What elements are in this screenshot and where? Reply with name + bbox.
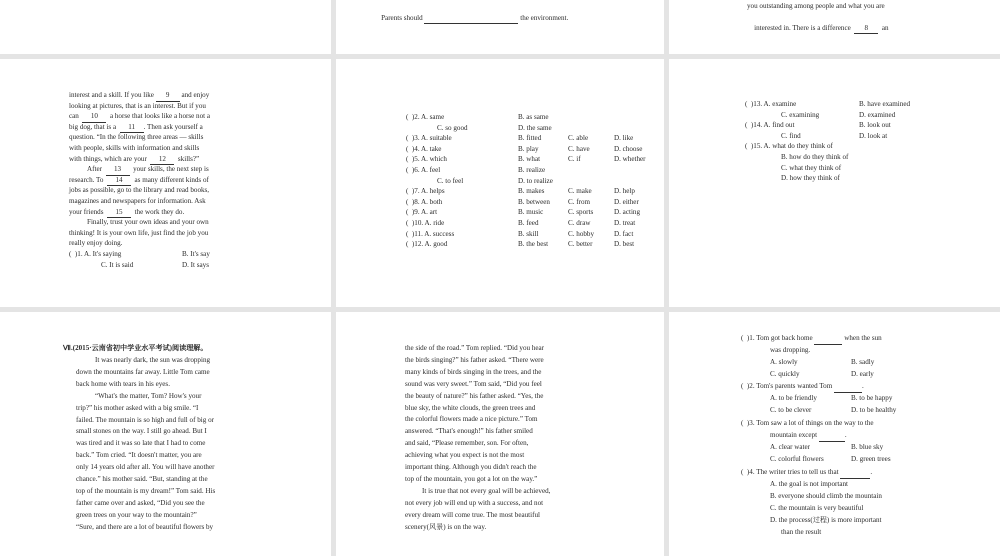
answer-blank[interactable] <box>819 430 845 442</box>
option-cell[interactable]: D. whether <box>614 155 646 164</box>
passage-line: thinking! It is your own life, just find the job you <box>69 228 209 237</box>
blank-11[interactable]: 11 <box>120 122 144 134</box>
passage-line: with people, skills with information and skills <box>69 144 200 152</box>
page-mid-left <box>0 59 331 307</box>
question-15-option-b[interactable]: B. how do they think of <box>781 153 849 161</box>
passage-line: with things, which are your 12 skills?” <box>69 154 199 166</box>
passage-line: your friends 15 the work they do. <box>69 207 184 219</box>
passage-line: interest and a skill. If you like 9 and enjoy <box>69 90 209 102</box>
passage-line: achieving what you expect is not the most <box>405 451 525 460</box>
option-cell[interactable]: B. as same <box>518 113 549 121</box>
passage-line: Finally, trust your own ideas and your own <box>87 218 209 227</box>
question-1-option-c[interactable]: C. It is said <box>101 260 134 269</box>
option-cell[interactable]: ( )12. A. good <box>406 240 448 249</box>
option-cell[interactable]: ( )8. A. both <box>406 197 443 206</box>
passage-line: father came over and asked, “Did you see the <box>76 498 205 507</box>
option-cell[interactable]: C. have <box>568 144 590 153</box>
blank-9[interactable]: 9 <box>156 90 180 102</box>
option-cell[interactable]: B. skill <box>518 229 539 238</box>
option-cell[interactable]: B. music <box>518 208 544 217</box>
option-cell[interactable]: C. to feel <box>437 176 464 185</box>
blank-8[interactable]: 8 <box>854 23 878 35</box>
passage-line: “Sure, and there are a lot of beautiful flowers by <box>76 522 214 531</box>
question-4-option-d-cont: than the result <box>781 528 822 536</box>
question-13-option-c[interactable]: C. examining <box>781 110 820 119</box>
question-1-option-d[interactable]: D. early <box>851 370 874 378</box>
option-cell[interactable]: D. fact <box>614 229 634 238</box>
option-cell[interactable]: C. better <box>568 240 593 249</box>
option-cell[interactable]: ( )3. A. suitable <box>406 134 452 143</box>
option-cell[interactable]: D. best <box>614 240 635 249</box>
option-cell[interactable]: C. so good <box>437 123 468 132</box>
question-2-stem: ( )2. Tom's parents wanted Tom . <box>741 381 864 393</box>
passage-line: many kinds of birds singing in the trees, and the <box>405 367 542 376</box>
question-4-option-d[interactable]: D. the process(过程) is more important <box>770 516 882 524</box>
passage-line: can 10 a horse that looks like a horse not a <box>69 111 210 123</box>
passage-line: every dream will come true. The most beautiful <box>405 510 540 519</box>
option-cell[interactable]: ( )5. A. which <box>406 155 447 164</box>
question-1-option-b[interactable]: B. sadly <box>851 358 875 366</box>
question-14-option-b[interactable]: B. look out <box>859 121 891 130</box>
question-1-stem-cont: was dropping. <box>770 346 811 354</box>
option-cell[interactable]: ( )6. A. feel <box>406 166 441 174</box>
option-cell[interactable]: D. the same <box>518 123 552 132</box>
option-cell[interactable]: B. makes <box>518 187 545 196</box>
option-cell[interactable]: ( )2. A. same <box>406 113 445 121</box>
question-2-option-b[interactable]: B. to be happy <box>851 394 893 402</box>
section-heading: Ⅶ.(2015·云南省初中学业水平考试)阅读理解。 <box>63 344 208 352</box>
blank-14[interactable]: 14 <box>107 175 131 187</box>
blank-10[interactable]: 10 <box>82 111 106 123</box>
question-2-option-a[interactable]: A. to be friendly <box>770 394 817 402</box>
question-4-option-c[interactable]: C. the mountain is very beautiful <box>770 504 864 512</box>
option-cell[interactable]: C. if <box>568 155 581 164</box>
answer-blank[interactable] <box>840 467 870 479</box>
question-4-stem: ( )4. The writer tries to tell us that . <box>741 467 872 479</box>
question-13-option-d[interactable]: D. examined <box>859 110 896 119</box>
question-2-option-d[interactable]: D. to be healthy <box>851 406 897 414</box>
passage-line: After 13 your skills, the next step is <box>87 164 209 176</box>
question-3-option-c[interactable]: C. colorful flowers <box>770 455 824 463</box>
option-cell[interactable]: C. draw <box>568 219 591 227</box>
passage-line: trip?” his mother asked with a big smile. “I <box>76 403 199 412</box>
passage-line: green trees on your way to the mountain?” <box>76 510 197 519</box>
question-3-option-d[interactable]: D. green trees <box>851 455 891 463</box>
question-13-option-b[interactable]: B. have examined <box>859 100 911 108</box>
question-1-stem: ( )1. Tom got back home when the sun <box>741 333 882 345</box>
passage-line: blue sky, the white clouds, the green trees and <box>405 403 536 412</box>
question-15-option-d[interactable]: D. how they think of <box>781 174 840 183</box>
page-bottom-right <box>669 312 1000 556</box>
option-cell[interactable]: D. help <box>614 187 635 196</box>
passage-line: interested in. There is a difference 8 an <box>747 12 889 45</box>
option-cell[interactable]: D. to realize <box>518 176 553 185</box>
fill-blank-line: Parents should the environment. <box>374 2 568 35</box>
question-2-option-c[interactable]: C. to be clever <box>770 406 812 414</box>
passage-line: the colorful flowers made a nice picture.” Tom <box>405 415 538 424</box>
passage-line: big dog, that is a 11 . Then ask yourself a <box>69 122 203 134</box>
passage-line: back home with tears in his eyes. <box>76 379 170 388</box>
passage-line: It was nearly dark, the sun was dropping <box>95 356 211 364</box>
page-bottom-left <box>0 312 331 556</box>
passage-line: not every job will end up with a success, and not <box>405 498 544 507</box>
option-cell[interactable]: B. fitted <box>518 134 542 143</box>
question-1-option-a[interactable]: A. slowly <box>770 358 798 366</box>
passage-line: was tired and it was so late that I had to come <box>76 439 206 448</box>
passage-line: the beauty of nature?” his father asked. “Yes, the <box>405 391 544 400</box>
option-cell[interactable]: B. realize <box>518 166 546 174</box>
option-cell[interactable]: C. from <box>568 197 591 206</box>
question-1-option-b[interactable]: B. It's say <box>182 250 210 258</box>
passage-line: the side of the road.” Tom replied. “Did you hear <box>405 344 545 352</box>
option-cell[interactable]: D. like <box>614 134 634 143</box>
question-3-stem: ( )3. Tom saw a lot of things on the way to the <box>741 419 874 427</box>
passage-line: down the mountains far away. Little Tom came <box>76 367 210 376</box>
option-cell[interactable]: B. play <box>518 144 539 153</box>
question-1-option-d[interactable]: D. It says <box>182 260 209 269</box>
question-1-option-c[interactable]: C. quickly <box>770 370 800 378</box>
option-cell[interactable]: ( )10. A. ride <box>406 219 445 227</box>
option-cell[interactable]: C. able <box>568 134 589 143</box>
blank-12[interactable]: 12 <box>150 154 174 166</box>
passage-line: back.” Tom cried. “It doesn't matter, you are <box>76 451 202 460</box>
passage-line: answered. “That's enough!” his father smiled <box>405 427 533 436</box>
passage-line: only 14 years old after all. You will have another <box>76 463 215 472</box>
blank-15[interactable]: 15 <box>107 207 131 219</box>
page-bottom-middle <box>336 312 664 556</box>
passage-line: question. “In the following three areas — skills <box>69 133 204 142</box>
question-15-option-c[interactable]: C. what they think of <box>781 163 842 172</box>
answer-blank[interactable] <box>834 381 862 393</box>
option-cell[interactable]: C. sports <box>568 208 594 217</box>
option-cell[interactable]: ( )7. A. helps <box>406 187 445 196</box>
passage-line: failed. The mountain is so high and full of big or <box>76 415 214 424</box>
passage-line: important thing. Although you didn't reach the <box>405 463 537 471</box>
question-15-option-a[interactable]: ( )15. A. what do they think of <box>745 142 833 151</box>
passage-line: the birds singing?” his father asked. “There were <box>405 355 544 364</box>
page-mid-middle <box>336 59 664 307</box>
blank-13[interactable]: 13 <box>106 164 130 176</box>
option-cell[interactable]: D. choose <box>614 144 643 153</box>
option-cell[interactable]: D. acting <box>614 208 641 217</box>
passage-line: really enjoy doing. <box>69 239 123 248</box>
passage-line: you outstanding among people and what you are <box>747 2 885 10</box>
question-4-option-b[interactable]: B. everyone should climb the mountain <box>770 492 882 500</box>
passage-line: sound was very sweet.” Tom said, “Did you feel <box>405 379 542 388</box>
passage-line: small stones on the way. I still go ahead. But I <box>76 427 207 436</box>
page-top-left <box>0 0 331 54</box>
passage-line: chance.” his mother said. “But, standing at the <box>76 475 208 483</box>
passage-line: looking at pictures, that is an interest. But if you <box>69 101 206 110</box>
passage-line: magazines and newspapers for information. Ask <box>69 197 206 205</box>
question-14-option-d[interactable]: D. look at <box>859 131 888 140</box>
question-3-option-a[interactable]: A. clear water <box>770 443 810 451</box>
option-cell[interactable]: B. between <box>518 197 550 206</box>
passage-line: top of the mountain, you got a lot on the way.” <box>405 474 538 483</box>
option-cell[interactable]: B. what <box>518 155 541 164</box>
page-mid-right <box>669 59 1000 307</box>
question-4-option-a[interactable]: A. the goal is not important <box>770 480 849 488</box>
question-1-option-a[interactable]: ( )1. A. It's saying <box>69 250 122 258</box>
passage-line: and said, “Please remember, son. For often, <box>405 439 529 448</box>
question-3-option-b[interactable]: B. blue sky <box>851 443 884 451</box>
option-cell[interactable]: ( )4. A. take <box>406 144 442 153</box>
option-cell[interactable]: D. treat <box>614 219 636 227</box>
option-cell[interactable]: B. feed <box>518 219 539 227</box>
option-cell[interactable]: C. hobby <box>568 229 595 238</box>
option-cell[interactable]: D. either <box>614 197 639 206</box>
question-14-option-a[interactable]: ( )14. A. find out <box>745 121 795 130</box>
option-cell[interactable]: B. the best <box>518 240 549 249</box>
answer-blank[interactable] <box>424 13 518 25</box>
question-13-option-a[interactable]: ( )13. A. examine <box>745 100 797 108</box>
passage-line: “What's the matter, Tom? How's your <box>95 391 202 400</box>
page-top-right <box>669 0 1000 54</box>
answer-blank[interactable] <box>814 333 842 345</box>
passage-line: jobs as possible, go to the library and read books, <box>69 186 210 195</box>
passage-line: research. To 14 as many different kinds of <box>69 175 209 187</box>
option-cell[interactable]: ( )11. A. success <box>406 229 455 238</box>
option-cell[interactable]: C. make <box>568 187 592 196</box>
page-top-middle <box>336 0 664 54</box>
passage-line: It is true that not every goal will be achieved, <box>422 486 551 495</box>
question-14-option-c[interactable]: C. find <box>781 131 801 140</box>
passage-line: scenery(风景) is on the way. <box>405 522 487 531</box>
question-3-stem-cont: mountain except . <box>770 430 847 442</box>
option-cell[interactable]: ( )9. A. art <box>406 208 438 217</box>
passage-line: top of the mountain is my dream!” Tom said. His <box>76 486 216 495</box>
